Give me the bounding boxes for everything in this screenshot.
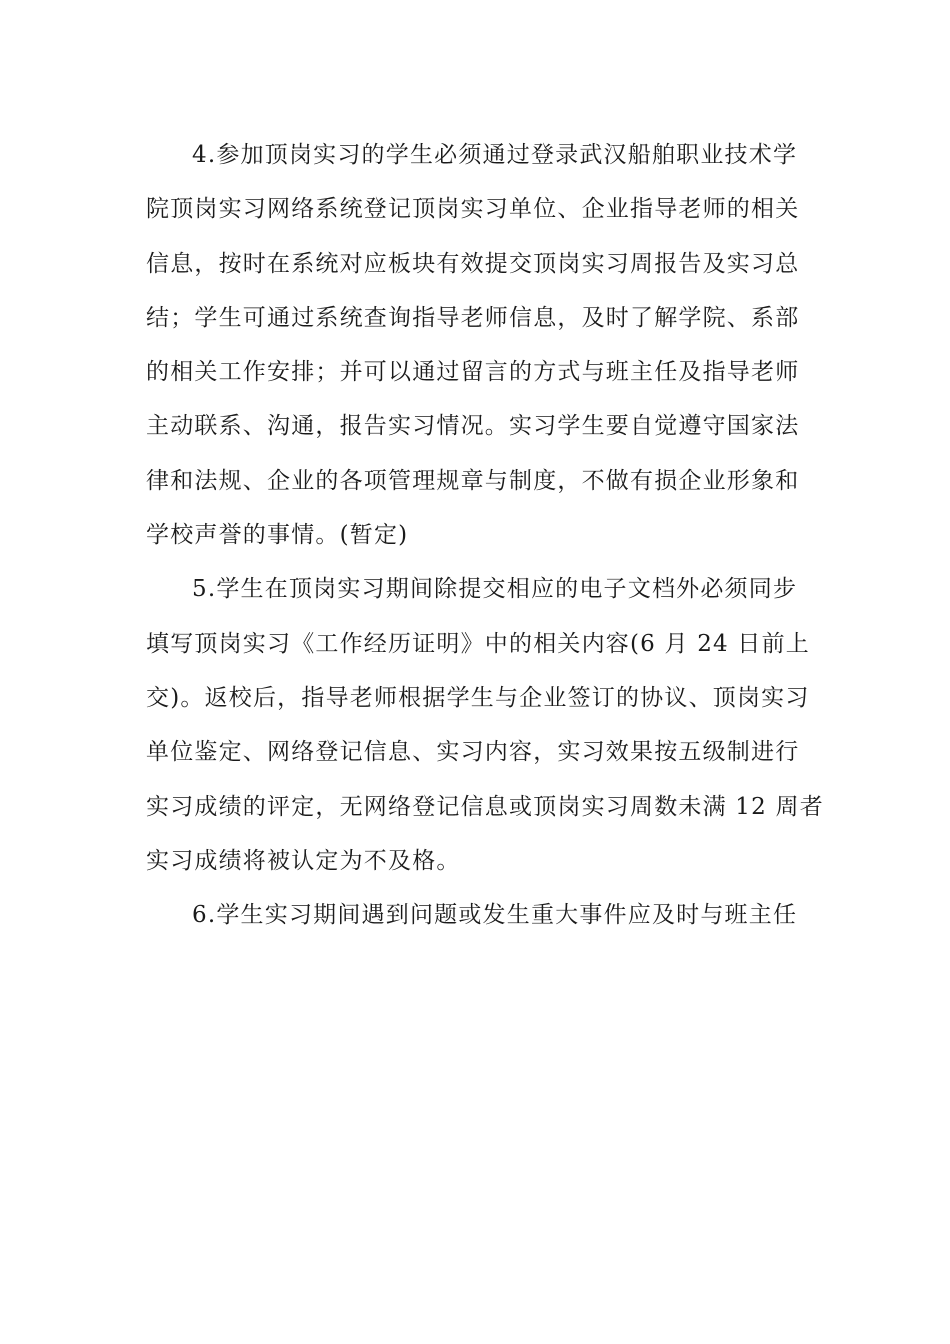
paragraph-5-line-6: 实习成绩将被认定为不及格。 — [146, 847, 461, 874]
paragraph-4-line-7: 律和法规、企业的各项管理规章与制度，不做有损企业形象和 — [146, 467, 800, 494]
paragraph-5-line-1: 5.学生在顶岗实习期间除提交相应的电子文档外必须同步 — [192, 576, 798, 603]
paragraph-5-line-3: 交)。返校后，指导老师根据学生与企业签订的协议、顶岗实习 — [146, 684, 810, 711]
paragraph-4-line-4: 结；学生可通过系统查询指导老师信息，及时了解学院、系部 — [146, 304, 800, 331]
paragraph-4-line-3: 信息，按时在系统对应板块有效提交顶岗实习周报告及实习总 — [146, 250, 800, 277]
paragraph-4-line-2: 院顶岗实习网络系统登记顶岗实习单位、企业指导老师的相关 — [146, 196, 800, 223]
document-body — [146, 128, 824, 942]
paragraph-4-line-5: 的相关工作安排；并可以通过留言的方式与班主任及指导老师 — [146, 359, 800, 386]
paragraph-4-line-1: 4.参加顶岗实习的学生必须通过登录武汉船舶职业技术学 — [192, 142, 798, 168]
paragraph-5-line-5: 实习成绩的评定，无网络登记信息或顶岗实习周数未满 12 周者 — [146, 793, 824, 820]
paragraph-4-line-6: 主动联系、沟通，报告实习情况。实习学生要自觉遵守国家法 — [146, 413, 800, 440]
paragraph-6-line-1: 6.学生实习期间遇到问题或发生重大事件应及时与班主任 — [192, 902, 798, 929]
paragraph-4-line-8: 学校声誉的事情。(暂定) — [146, 522, 409, 549]
paragraph-5-line-4: 单位鉴定、网络登记信息、实习内容，实习效果按五级制进行 — [146, 739, 800, 766]
paragraph-5-line-2: 填写顶岗实习《工作经历证明》中的相关内容(6 月 24 日前上 — [146, 630, 811, 657]
